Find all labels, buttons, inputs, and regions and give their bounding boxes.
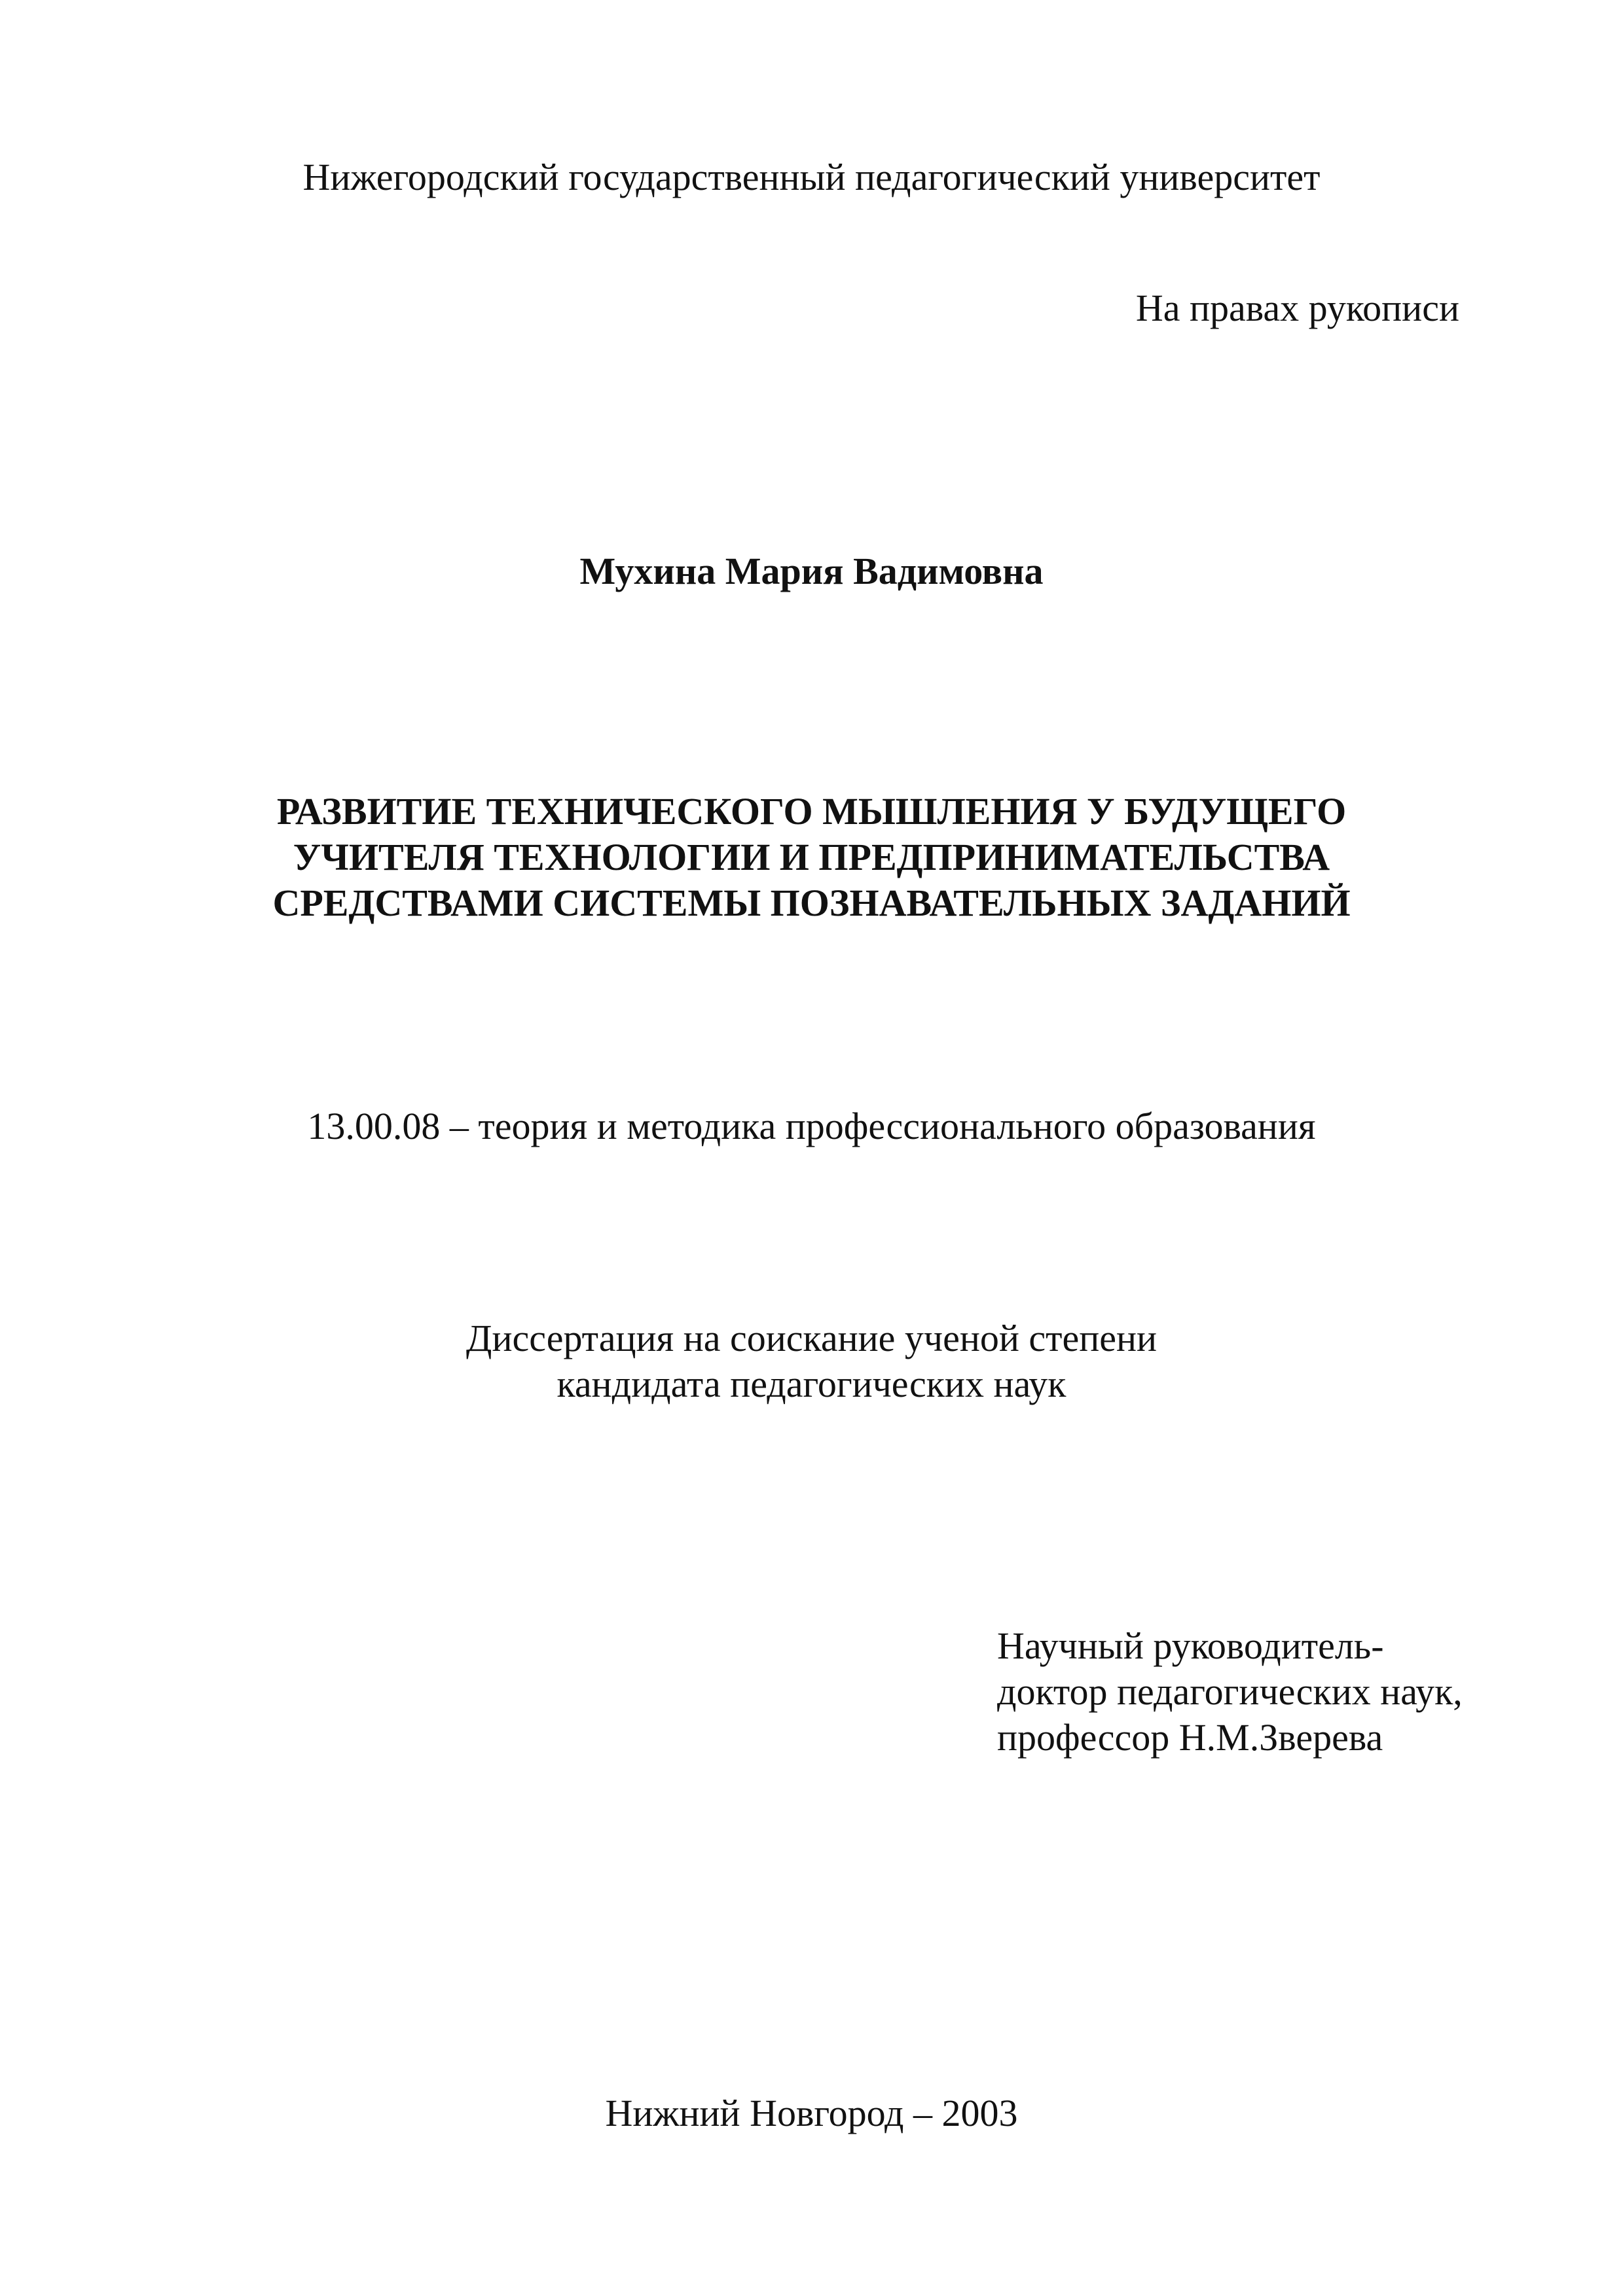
manuscript-rights-note: На правах рукописи [1135, 287, 1459, 329]
title-line: УЧИТЕЛЯ ТЕХНОЛОГИИ И ПРЕДПРИНИМАТЕЛЬСТВА [293, 836, 1330, 878]
title-line: СРЕДСТВАМИ СИСТЕМЫ ПОЗНАВАТЕЛЬНЫХ ЗАДАНИЙ [272, 882, 1351, 924]
degree-line: кандидата педагогических наук [556, 1363, 1067, 1405]
author-name: Мухина Мария Вадимовна [579, 550, 1044, 592]
degree-statement [0, 1316, 1623, 1407]
supervisor-line: доктор педагогических наук, [997, 1670, 1463, 1713]
supervisor-info [997, 1623, 1463, 1761]
dissertation-title [0, 789, 1623, 926]
city-year: Нижний Новгород – 2003 [605, 2092, 1018, 2134]
supervisor-line: профессор Н.М.Зверева [997, 1716, 1383, 1759]
specialty-code: 13.00.08 – теория и методика профессионального образования [307, 1105, 1316, 1147]
title-line: РАЗВИТИЕ ТЕХНИЧЕСКОГО МЫШЛЕНИЯ У БУДУЩЕГО [276, 790, 1347, 833]
supervisor-line: Научный руководитель- [997, 1624, 1384, 1667]
university-name: Нижегородский государственный педагогический университет [302, 156, 1321, 198]
degree-line: Диссертация на соискание ученой степени [465, 1317, 1158, 1359]
